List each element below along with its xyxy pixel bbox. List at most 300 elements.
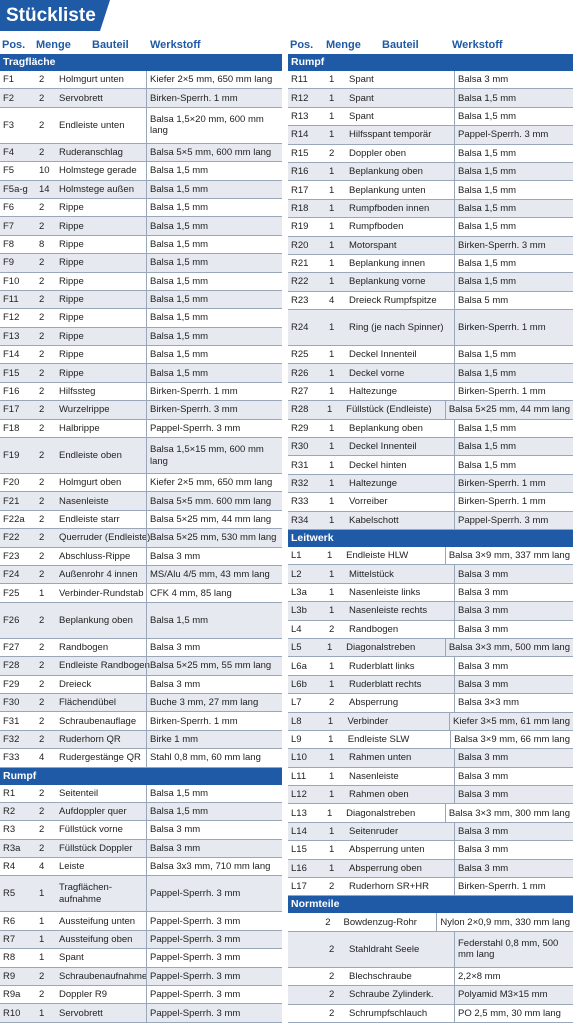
cell-part: Dreieck Rumpfspitze	[349, 294, 437, 306]
cell-material: Balsa 3×9 mm, 66 mm lang	[450, 731, 573, 748]
cell-material: Balsa 1,5 mm	[146, 217, 282, 234]
cell-pos: F17	[3, 404, 20, 416]
cell-qty: 2	[39, 569, 45, 581]
cell-material: Balsa 5×5 mm. 600 mm lang	[146, 492, 282, 509]
cell-pos: F29	[3, 678, 20, 690]
table-row	[0, 657, 282, 675]
table-row	[288, 639, 573, 657]
cell-qty: 1	[39, 888, 45, 900]
cell-qty: 1	[329, 202, 335, 214]
cell-material: Balsa 1,5 mm	[454, 163, 573, 180]
table-row	[288, 438, 573, 456]
cell-part: Ruderblatt rechts	[349, 678, 422, 690]
cell-part: Absperrung unten	[349, 844, 425, 856]
table-row	[0, 712, 282, 730]
cell-pos: R11	[291, 74, 308, 86]
cell-qty: 1	[329, 166, 335, 178]
cell-material: Balsa 1,5 mm	[146, 309, 282, 326]
cell-part: Deckel vorne	[349, 367, 405, 379]
cell-pos: R16	[291, 166, 309, 178]
cell-pos: R9a	[3, 989, 21, 1001]
table-row	[0, 931, 282, 949]
cell-part: Rippe	[59, 257, 84, 269]
cell-material: Balsa 3 mm	[454, 621, 573, 638]
cell-qty: 1	[329, 770, 335, 782]
cell-part: Nasenleiste rechts	[349, 605, 428, 617]
cell-pos: R3	[3, 824, 16, 836]
table-row	[0, 236, 282, 254]
cell-part: Holmgurt unten	[59, 74, 124, 86]
table-row	[0, 511, 282, 529]
table-row	[288, 71, 573, 89]
cell-material: Birken-Sperrh. 1 mm	[454, 493, 573, 510]
table-row	[0, 676, 282, 694]
table-row	[0, 639, 282, 657]
table-row	[0, 749, 282, 767]
cell-part: Rippe	[59, 367, 84, 379]
cell-qty: 2	[39, 614, 45, 626]
header-part: Bauteil	[382, 39, 419, 51]
cell-part: Beplankung oben	[349, 422, 423, 434]
table-row	[288, 968, 573, 986]
cell-material: Birke 1 mm	[146, 731, 282, 748]
cell-material: Balsa 1,5 mm	[454, 364, 573, 381]
header-qty: Menge	[36, 39, 71, 51]
cell-qty: 2	[39, 422, 45, 434]
cell-part: Rippe	[59, 294, 84, 306]
cell-qty: 1	[329, 441, 335, 453]
cell-qty: 2	[39, 641, 45, 653]
table-row	[288, 126, 573, 144]
cell-part: Doppler R9	[59, 989, 108, 1001]
cell-material: Pappel-Sperrh. 3 mm	[146, 931, 282, 948]
cell-part: Randbogen	[59, 641, 109, 653]
cell-pos: R19	[291, 221, 309, 233]
cell-part: Verbinder	[347, 715, 389, 727]
cell-material: Balsa 1,5×20 mm, 600 mm lang	[146, 108, 282, 143]
table-row	[288, 346, 573, 364]
cell-part: Deckel Innenteil	[349, 349, 417, 361]
cell-material: Balsa 1,5×15 mm, 600 mm lang	[146, 438, 282, 473]
cell-pos: R15	[291, 147, 309, 159]
cell-qty: 2	[39, 330, 45, 342]
cell-part: Füllstück (Endleiste)	[346, 404, 432, 416]
table-row	[0, 1004, 282, 1022]
cell-qty: 1	[329, 789, 335, 801]
cell-material: Birken-Sperrh. 1 mm	[146, 712, 282, 729]
cell-material: Stahl 0,8 mm, 60 mm lang	[146, 749, 282, 766]
cell-qty: 1	[329, 605, 335, 617]
cell-material: Balsa 1,5 mm	[454, 456, 573, 473]
section-header: Leitwerk	[288, 530, 573, 547]
cell-material: Balsa 1,5 mm	[146, 291, 282, 308]
cell-material: Kiefer 3×5 mm, 61 mm lang	[449, 713, 573, 730]
cell-qty: 1	[329, 239, 335, 251]
cell-material: Balsa 3 mm	[146, 676, 282, 693]
cell-qty: 1	[329, 678, 335, 690]
cell-material: Balsa 5×25 mm, 530 mm lang	[146, 529, 282, 546]
cell-qty: 1	[329, 258, 335, 270]
cell-pos: R29	[291, 422, 309, 434]
cell-pos: F3	[3, 119, 15, 131]
table-row	[288, 200, 573, 218]
cell-part: Nasenleiste links	[349, 586, 421, 598]
cell-pos: F4	[3, 146, 15, 158]
cell-part: Rahmen unten	[349, 752, 412, 764]
cell-qty: 2	[39, 989, 45, 1001]
right-column	[288, 36, 573, 1023]
table-row	[0, 474, 282, 492]
cell-pos: F12	[3, 312, 20, 324]
cell-part: Spant	[349, 74, 374, 86]
cell-material: Balsa 1,5 mm	[146, 236, 282, 253]
cell-part: Endleiste Randbogen	[59, 660, 150, 672]
cell-part: Diagonalstreben	[346, 807, 416, 819]
cell-pos: R20	[291, 239, 309, 251]
cell-pos: F7	[3, 220, 15, 232]
table-row	[0, 529, 282, 547]
cell-pos: R4	[3, 861, 16, 873]
cell-pos: R13	[291, 110, 309, 122]
cell-material: Birken-Sperrh. 1 mm	[454, 878, 573, 895]
cell-qty: 2	[329, 881, 335, 893]
table-row	[0, 584, 282, 602]
table-row	[288, 823, 573, 841]
cell-qty: 1	[329, 349, 335, 361]
cell-material: Balsa 1,5 mm	[454, 145, 573, 162]
table-row	[288, 731, 573, 749]
cell-qty: 2	[39, 92, 45, 104]
left-table	[0, 54, 282, 1023]
cell-pos: R12	[291, 92, 309, 104]
cell-qty: 1	[39, 952, 45, 964]
cell-material: Kiefer 2×5 mm, 650 mm lang	[146, 71, 282, 88]
cell-qty: 2	[39, 787, 45, 799]
table-row	[288, 602, 573, 620]
cell-pos: F26	[3, 614, 20, 626]
cell-qty: 2	[39, 74, 45, 86]
cell-qty: 2	[325, 916, 331, 928]
cell-pos: R14	[291, 129, 309, 141]
cell-qty: 4	[329, 294, 335, 306]
cell-pos: R23	[291, 294, 309, 306]
table-row	[0, 309, 282, 327]
cell-qty: 1	[329, 386, 335, 398]
cell-part: Rippe	[59, 202, 84, 214]
cell-qty: 1	[327, 550, 333, 562]
table-row	[0, 694, 282, 712]
cell-qty: 2	[39, 514, 45, 525]
cell-pos: F18	[3, 422, 20, 434]
table-row	[288, 565, 573, 583]
cell-material: Balsa 1,5 mm	[454, 346, 573, 363]
cell-part: Holmstege außen	[59, 183, 134, 195]
cell-pos: R8	[3, 952, 16, 964]
table-row	[0, 492, 282, 510]
cell-qty: 1	[329, 752, 335, 764]
cell-qty: 1	[329, 586, 335, 598]
header-qty: Menge	[326, 39, 361, 51]
cell-qty: 2	[39, 220, 45, 232]
cell-part: Rippe	[59, 312, 84, 324]
cell-part: Spant	[349, 110, 374, 122]
cell-qty: 1	[329, 568, 335, 580]
cell-material: Balsa 3 mm	[454, 565, 573, 582]
section-header: Normteile	[288, 896, 573, 913]
cell-pos: F9	[3, 257, 15, 269]
cell-material: Pappel-Sperrh. 3 mm	[146, 1004, 282, 1021]
cell-material: Balsa 1,5 mm	[454, 420, 573, 437]
cell-qty: 2	[39, 349, 45, 361]
cell-material: Federstahl 0,8 mm, 500 mm lang	[454, 932, 573, 967]
cell-part: Randbogen	[349, 623, 399, 635]
cell-qty: 2	[39, 450, 45, 462]
cell-part: Füllstück Doppler	[59, 842, 133, 854]
cell-pos: R33	[291, 496, 309, 508]
cell-pos: L4	[291, 623, 302, 635]
table-row	[0, 968, 282, 986]
cell-part: Rahmen oben	[349, 789, 409, 801]
cell-qty: 1	[329, 110, 335, 122]
table-row	[288, 749, 573, 767]
cell-pos: F15	[3, 367, 20, 379]
cell-part: Absperrung	[349, 697, 399, 709]
column-header	[288, 36, 573, 54]
cell-part: Aussteifung oben	[59, 934, 133, 946]
cell-material: Balsa 3×3 mm	[454, 694, 573, 711]
table-row	[0, 603, 282, 639]
cell-qty: 2	[39, 842, 45, 854]
cell-pos: R6	[3, 915, 16, 927]
cell-pos: F5a-g	[3, 183, 28, 195]
cell-pos: F20	[3, 477, 20, 489]
table-row	[0, 840, 282, 858]
table-row	[288, 1005, 573, 1023]
cell-material: Balsa 3 mm	[454, 657, 573, 674]
cell-pos: F1	[3, 74, 15, 86]
cell-qty: 2	[39, 404, 45, 416]
cell-qty: 8	[39, 238, 45, 250]
cell-part: Servobrett	[59, 92, 103, 104]
cell-material: CFK 4 mm, 85 lang	[146, 584, 282, 601]
cell-material: Balsa 1,5 mm	[454, 255, 573, 272]
cell-part: Holmstege gerade	[59, 165, 137, 177]
cell-material: Balsa 1,5 mm	[146, 603, 282, 638]
cell-qty: 1	[329, 276, 335, 288]
cell-part: Spant	[59, 952, 84, 964]
table-row	[0, 273, 282, 291]
cell-pos: L13	[291, 807, 307, 819]
cell-material: Balsa 1,5 mm	[146, 364, 282, 381]
cell-qty: 1	[329, 129, 335, 141]
cell-material: Balsa 1,5 mm	[454, 89, 573, 106]
cell-qty: 2	[39, 532, 45, 544]
page-title: Stückliste	[0, 0, 100, 31]
cell-qty: 2	[39, 550, 45, 562]
cell-pos: L8	[291, 715, 302, 727]
header-pos: Pos.	[2, 39, 26, 51]
cell-part: Endleiste unten	[59, 119, 125, 131]
table-row	[0, 328, 282, 346]
cell-pos: F6	[3, 202, 15, 214]
cell-part: Endleiste SLW	[347, 734, 410, 746]
cell-qty: 2	[39, 146, 45, 158]
cell-qty: 1	[39, 915, 45, 927]
cell-part: Vorreiber	[349, 496, 388, 508]
cell-part: Beplankung oben	[349, 166, 423, 178]
cell-pos: R5	[3, 888, 16, 900]
cell-qty: 1	[329, 322, 335, 334]
cell-pos: F2	[3, 92, 15, 104]
cell-pos: L11	[291, 770, 307, 782]
cell-material: Pappel-Sperrh. 3 mm	[454, 126, 573, 143]
cell-qty: 2	[329, 989, 335, 1001]
cell-qty: 1	[327, 807, 333, 819]
cell-material: Pappel-Sperrh. 3 mm	[146, 912, 282, 929]
cell-material: MS/Alu 4/5 mm, 43 mm lang	[146, 566, 282, 583]
cell-part: Hilfssteg	[59, 386, 96, 398]
cell-material: Balsa 3×3 mm, 500 mm lang	[445, 639, 573, 656]
cell-part: Kabelschott	[349, 514, 399, 526]
cell-part: Hilfsspant temporär	[349, 129, 432, 141]
table-row	[288, 913, 573, 931]
cell-material: Balsa 1,5 mm	[454, 200, 573, 217]
cell-pos: R3a	[3, 842, 21, 854]
cell-pos: L1	[291, 550, 302, 562]
cell-qty: 1	[39, 587, 45, 599]
section-header: Tragfläche	[0, 54, 282, 71]
table-row	[288, 878, 573, 896]
cell-material: Balsa 1,5 mm	[146, 162, 282, 179]
cell-part: Halbrippe	[59, 422, 100, 434]
cell-part: Haltezunge	[349, 478, 398, 489]
cell-qty: 14	[39, 183, 50, 195]
table-row	[288, 713, 573, 731]
cell-qty: 1	[329, 660, 335, 672]
cell-material: Balsa 3 mm	[146, 840, 282, 857]
cell-pos: R9	[3, 970, 16, 982]
cell-part: Leiste	[59, 861, 85, 873]
column-header	[0, 36, 282, 54]
cell-pos: L6a	[291, 660, 307, 672]
cell-part: Abschluss-Rippe	[59, 550, 131, 562]
cell-pos: F19	[3, 450, 20, 462]
cell-material: Balsa 3 mm	[146, 548, 282, 565]
cell-part: Beplankung unten	[349, 184, 426, 196]
cell-part: Servobrett	[59, 1007, 103, 1019]
table-row	[288, 986, 573, 1004]
table-row	[0, 364, 282, 382]
cell-qty: 2	[39, 733, 45, 745]
cell-material: Balsa 5 mm	[454, 292, 573, 309]
cell-material: Balsa 1,5 mm	[454, 181, 573, 198]
cell-qty: 1	[327, 642, 333, 654]
cell-pos: F23	[3, 550, 20, 562]
cell-qty: 1	[329, 826, 335, 838]
cell-pos: L6b	[291, 678, 307, 690]
cell-part: Schraube Zylinderk.	[349, 989, 434, 1001]
cell-pos: F22	[3, 532, 20, 544]
cell-pos: F24	[3, 569, 20, 581]
table-row	[0, 401, 282, 419]
cell-pos: R18	[291, 202, 309, 214]
cell-qty: 1	[327, 404, 333, 416]
cell-qty: 2	[329, 697, 335, 709]
cell-material: PO 2,5 mm, 30 mm lang	[454, 1005, 573, 1022]
cell-part: Nasenleiste	[59, 495, 109, 507]
cell-qty: 2	[329, 943, 335, 955]
cell-pos: F13	[3, 330, 20, 342]
cell-material: Balsa 1,5 mm	[454, 273, 573, 290]
cell-material: Pappel-Sperrh. 3 mm	[146, 876, 282, 911]
table-row	[0, 71, 282, 89]
cell-part: Rippe	[59, 238, 84, 250]
cell-material: Pappel-Sperrh. 3 mm	[454, 512, 573, 529]
cell-qty: 4	[39, 752, 45, 764]
table-row	[0, 217, 282, 235]
cell-material: Balsa 3×9 mm, 337 mm lang	[445, 547, 573, 564]
cell-qty: 1	[329, 844, 335, 856]
cell-pos: R21	[291, 258, 309, 270]
cell-pos: F11	[3, 294, 19, 306]
table-row	[0, 420, 282, 438]
cell-part: Rumpfboden innen	[349, 202, 430, 214]
table-row	[288, 584, 573, 602]
table-row	[288, 237, 573, 255]
cell-material: Buche 3 mm, 27 mm lang	[146, 694, 282, 711]
cell-qty: 2	[39, 678, 45, 690]
cell-part: Ruderhorn QR	[59, 733, 121, 745]
cell-qty: 1	[329, 221, 335, 233]
cell-material: Pappel-Sperrh. 3 mm	[146, 986, 282, 1003]
cell-pos: F33	[3, 752, 20, 764]
cell-part: Blechschraube	[349, 970, 412, 982]
cell-qty: 1	[329, 459, 335, 471]
cell-material: Birken-Sperrh. 1 mm	[146, 89, 282, 106]
cell-part: Beplankung innen	[349, 258, 426, 270]
table-row	[0, 876, 282, 912]
table-row	[288, 768, 573, 786]
cell-pos: F30	[3, 697, 20, 709]
table-row	[0, 548, 282, 566]
cell-pos: F22a	[3, 514, 25, 525]
cell-material: Balsa 3 mm	[454, 602, 573, 619]
cell-part: Tragflächen-aufnahme	[59, 882, 112, 905]
cell-part: Endleiste oben	[59, 449, 122, 461]
cell-qty: 2	[39, 386, 45, 398]
cell-qty: 2	[39, 697, 45, 709]
cell-pos: R22	[291, 276, 309, 288]
table-row	[288, 694, 573, 712]
cell-part: Seitenruder	[349, 826, 399, 838]
cell-pos: R31	[291, 459, 309, 471]
cell-material: Balsa 3 mm	[146, 821, 282, 838]
cell-material: Balsa 3 mm	[454, 584, 573, 601]
table-row	[288, 364, 573, 382]
table-row	[0, 821, 282, 839]
cell-part: Rumpfboden	[349, 221, 404, 233]
cell-pos: L14	[291, 826, 307, 838]
cell-part: Deckel hinten	[349, 459, 407, 471]
table-row	[0, 162, 282, 180]
cell-material: Balsa 3 mm	[454, 749, 573, 766]
cell-pos: R32	[291, 478, 309, 489]
table-row	[0, 785, 282, 803]
table-row	[288, 547, 573, 565]
table-row	[0, 346, 282, 364]
cell-part: Holmgurt oben	[59, 477, 122, 489]
cell-pos: F28	[3, 660, 20, 672]
